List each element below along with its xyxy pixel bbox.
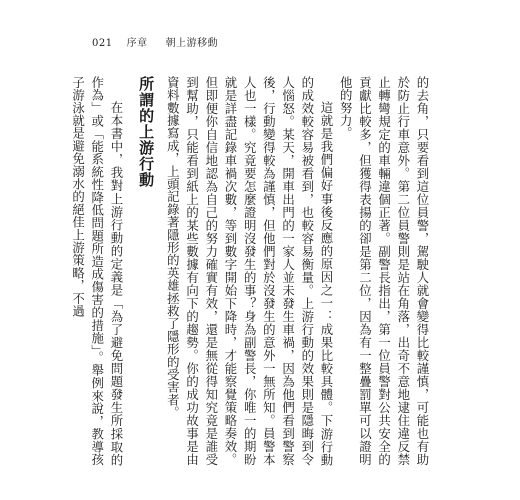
section-paragraph: 在本書中，我對上游行動的定義是「為了避免問題發生所採取的作為」或「能系統性降低問題所造成傷害的措施」。舉例來說，教導孩子游泳就是避免溺水的絕佳上游策略，不過 [70,76,124,466]
section-heading: 所謂的上游行動 [137,76,156,188]
paragraph-continued: 的去角，只要看到這位員警，駕駛人就會變得比較謹慎，可能也有助於防止行車意外。第二位員警則是站在角落，出奇不意地逮住違反禁止轉彎規定的車輛違個正著。副警長指出，第一位員警對公共安全的貢獻比較多，但獲得表揚的卻是第二位，因為有一整疊罰單可以證明他的努力。 [338,76,430,466]
chapter-title: 朝上游移動 [165,38,219,49]
vertical-body-text [70,76,432,466]
paragraph: 這就是我們偏好事後反應的原因之一：成果比較具體。下游行動的成效較容易被看到，也較容易衡量。上游行動的效果則是隱晦到令人惱怒。某天，開車出門的一家人並未發生車禍，因為他們看到警察後，行動變得較為謹慎，但他們對於沒發生的意外一無所知。員警本人也一樣。究竟要怎麼證明沒發生的事？身為副警長，你唯一的期盼就是詳盡記錄車禍次數，等到數字開始下降時，才能察覺策略奏效。但即便你自信地認為自己的努力確實有效，還是無從得知究竟是誰受到幫助，只能看到紙上的某些數據有向下的趨勢。你的成功故事是由資料數據寫成，上頭記錄著隱形的英雄拯救了隱形的受害者。 [165,76,334,466]
running-header [92,34,218,49]
chapter-label: 序章 [126,38,148,49]
page-number: 021 [92,38,113,49]
